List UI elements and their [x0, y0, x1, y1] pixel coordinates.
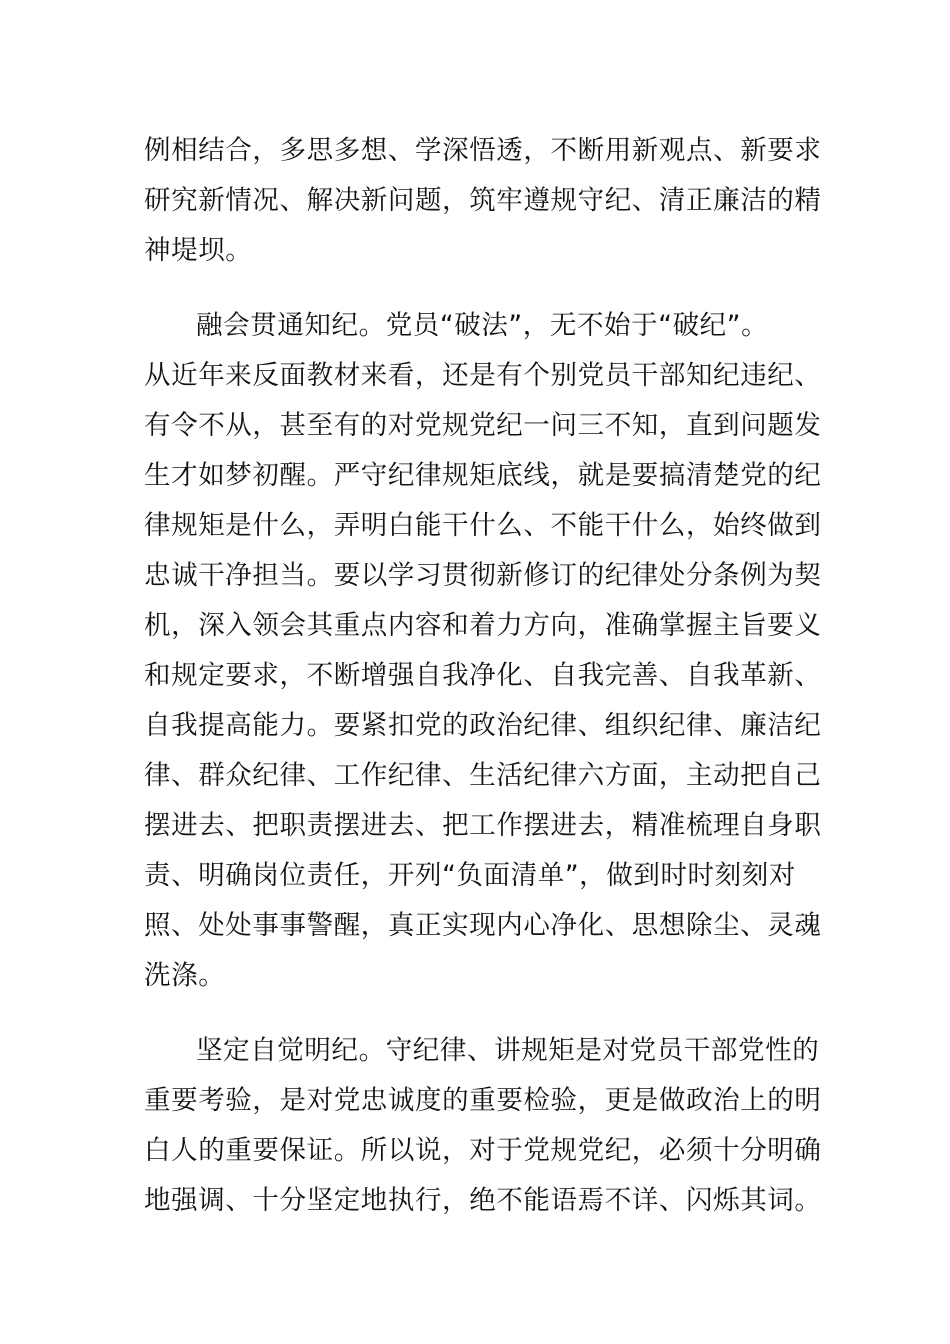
text-line: 重要考验，是对党忠诚度的重要检验，更是做政治上的明 — [144, 1085, 822, 1116]
text-line: 有令不从，甚至有的对党规党纪一问三不知，直到问题发 — [144, 410, 822, 441]
text-line: 洗涤。 — [144, 960, 226, 991]
document-body — [144, 126, 822, 1226]
text-line: 忠诚干净担当。要以学习贯彻新修订的纪律处分条例为契 — [144, 560, 822, 591]
text-line: 神堤坝。 — [144, 235, 253, 266]
text-line: 例相结合，多思多想、学深悟透，不断用新观点、新要求 — [144, 135, 822, 166]
text-line: 律规矩是什么，弄明白能干什么、不能干什么，始终做到 — [144, 510, 822, 541]
text-line: 照、处处事事警醒，真正实现内心净化、思想除尘、灵魂 — [144, 910, 822, 941]
text-line-first: 融会贯通知纪。党员“破法”，无不始于“破纪”。 — [196, 310, 769, 341]
text-line: 摆进去、把职责摆进去、把工作摆进去，精准梳理自身职 — [144, 810, 822, 841]
text-line: 律、群众纪律、工作纪律、生活纪律六方面，主动把自己 — [144, 760, 822, 791]
text-line-first: 坚定自觉明纪。守纪律、讲规矩是对党员干部党性的 — [196, 1035, 820, 1066]
text-line: 机，深入领会其重点内容和着力方向，准确掌握主旨要义 — [144, 610, 822, 641]
paragraph-continued — [144, 126, 822, 276]
text-line: 责、明确岗位责任，开列“负面清单”，做到时时刻刻对 — [144, 860, 796, 891]
paragraph-firm-discipline — [144, 1026, 822, 1226]
text-line: 地强调、十分坚定地执行，绝不能语焉不详、闪烁其词。 — [144, 1185, 822, 1216]
text-line: 和规定要求，不断增强自我净化、自我完善、自我革新、 — [144, 660, 822, 691]
text-line: 自我提高能力。要紧扣党的政治纪律、组织纪律、廉洁纪 — [144, 710, 822, 741]
text-line: 白人的重要保证。所以说，对于党规党纪，必须十分明确 — [144, 1135, 822, 1166]
paragraph-integrate-discipline — [144, 301, 822, 1001]
text-line: 从近年来反面教材来看，还是有个别党员干部知纪违纪、 — [144, 360, 822, 391]
text-line: 生才如梦初醒。严守纪律规矩底线，就是要搞清楚党的纪 — [144, 460, 822, 491]
text-line: 研究新情况、解决新问题，筑牢遵规守纪、清正廉洁的精 — [144, 185, 822, 216]
